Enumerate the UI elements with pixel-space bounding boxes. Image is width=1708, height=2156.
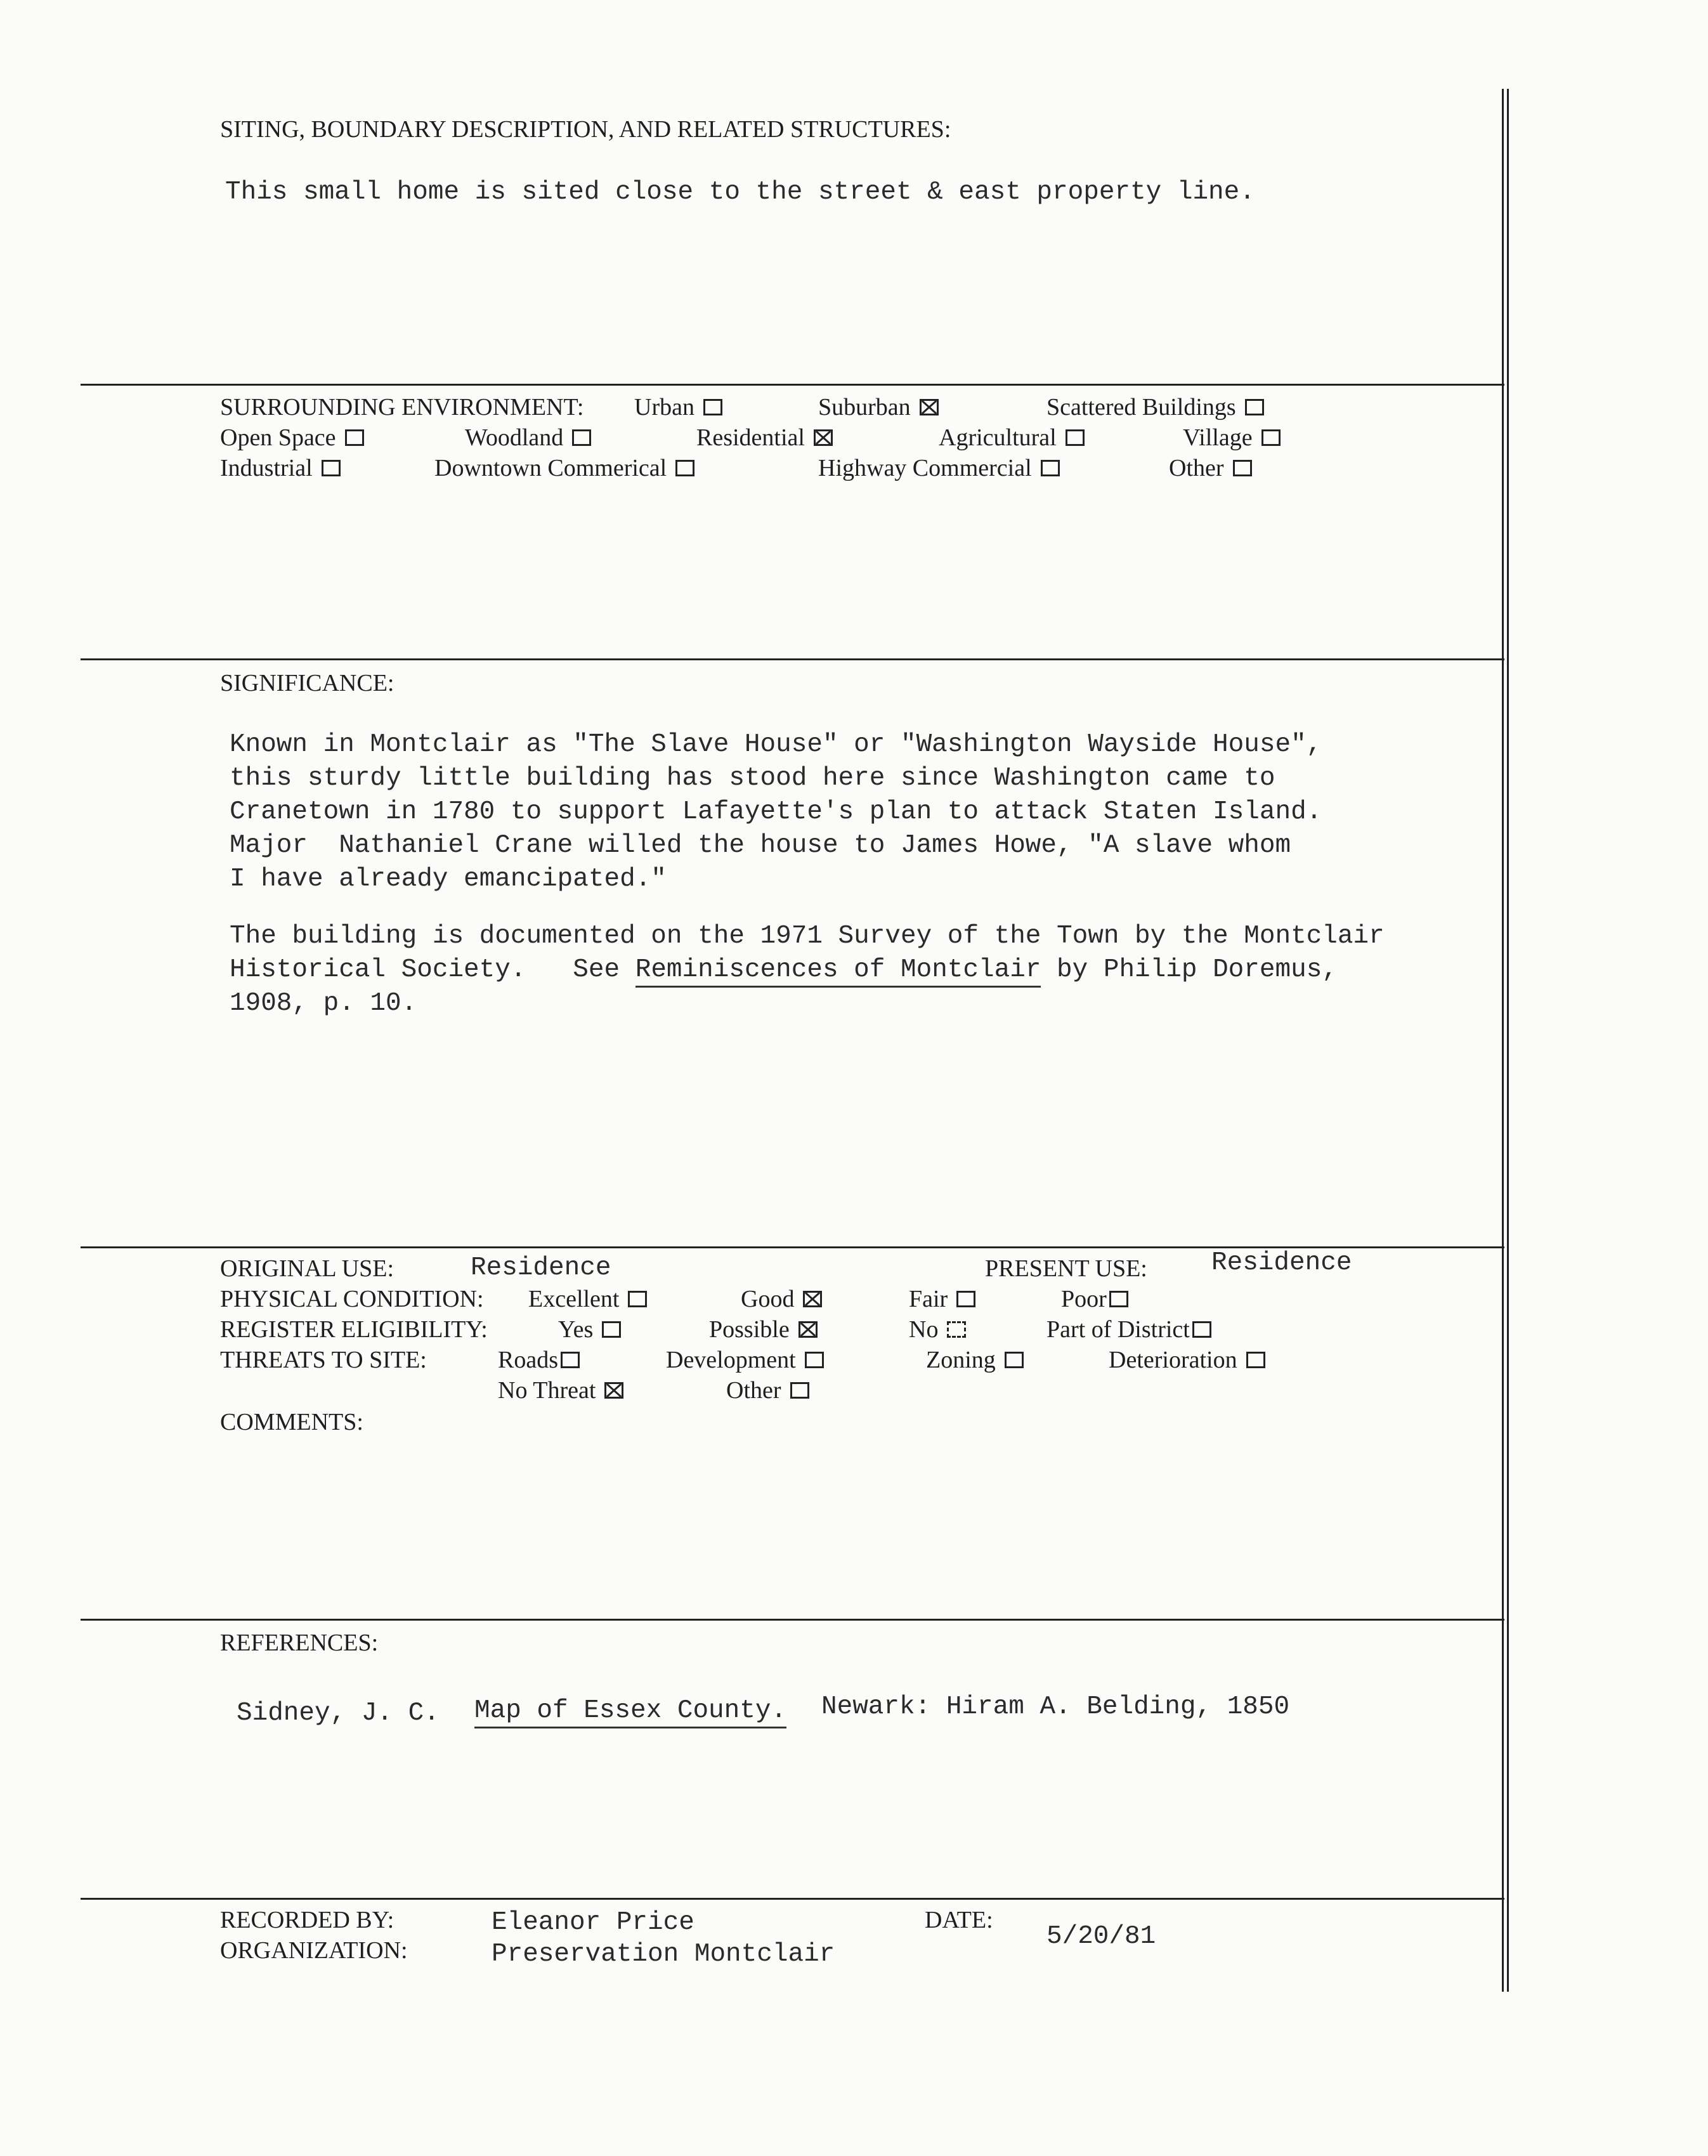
threat-option-other[interactable]: Other bbox=[726, 1376, 809, 1404]
threats-label: THREATS TO SITE: bbox=[220, 1347, 427, 1373]
checkbox-development[interactable] bbox=[805, 1352, 824, 1368]
significance-paragraph-1: Known in Montclair as "The Slave House" or "Washington Wayside House", this sturdy little building has stood here since Washington came to Cranetown in 1780 to support Lafayette's plan to attack Staten Island. Major Nathaniel Crane willed the house to James Howe, "A slave whom I have already emancipated." bbox=[230, 730, 1322, 894]
threat-option-no-threat[interactable]: No Threat bbox=[498, 1376, 623, 1404]
right-border-line-2 bbox=[1507, 89, 1509, 1992]
threat-option-roads[interactable]: Roads bbox=[498, 1346, 580, 1374]
eligibility-option-possible[interactable]: Possible bbox=[709, 1316, 818, 1343]
env-option-scattered-buildings[interactable]: Scattered Buildings bbox=[1046, 393, 1264, 421]
checkbox-poor[interactable] bbox=[1109, 1291, 1128, 1307]
env-option-other[interactable]: Other bbox=[1169, 454, 1252, 482]
recorded-by-value: Eleanor Price bbox=[492, 1908, 694, 1937]
significance-paragraph-2-line-2: Historical Society. See Reminiscences of Montclair by Philip Doremus, bbox=[230, 953, 1338, 987]
env-option-village[interactable]: Village bbox=[1183, 424, 1281, 452]
env-option-urban[interactable]: Urban bbox=[634, 393, 722, 421]
environment-heading: SURROUNDING ENVIRONMENT: bbox=[220, 394, 584, 421]
threat-option-zoning[interactable]: Zoning bbox=[926, 1346, 1024, 1374]
original-use-label: ORIGINAL USE: bbox=[220, 1255, 394, 1282]
checkbox-downtown-commerical[interactable] bbox=[675, 460, 694, 476]
checkbox-fair[interactable] bbox=[956, 1291, 975, 1307]
checkbox-agricultural[interactable] bbox=[1066, 429, 1085, 446]
env-option-downtown-commerical[interactable]: Downtown Commerical bbox=[434, 454, 694, 482]
env-option-residential[interactable]: Residential bbox=[696, 424, 833, 452]
eligibility-option-part-of-district[interactable]: Part of District bbox=[1046, 1316, 1211, 1343]
present-use-label: PRESENT USE: bbox=[985, 1255, 1147, 1282]
checkbox-village[interactable] bbox=[1261, 429, 1281, 446]
checkbox-part-of-district[interactable] bbox=[1192, 1321, 1211, 1338]
checkbox-urban[interactable] bbox=[703, 399, 722, 415]
reference-author: Sidney, J. C. bbox=[237, 1699, 440, 1728]
recorded-by-label: RECORDED BY: bbox=[220, 1907, 394, 1933]
register-eligibility-label: REGISTER ELIGIBILITY: bbox=[220, 1316, 488, 1343]
comments-label: COMMENTS: bbox=[220, 1409, 363, 1435]
siting-text: This small home is sited close to the street & east property line. bbox=[225, 178, 1255, 207]
book-title-reminiscences: Reminiscences of Montclair bbox=[636, 955, 1041, 988]
threat-option-deterioration[interactable]: Deterioration bbox=[1109, 1346, 1265, 1374]
checkbox-excellent[interactable] bbox=[628, 1291, 647, 1307]
env-option-industrial[interactable]: Industrial bbox=[220, 454, 341, 482]
reference-publisher: Newark: Hiram A. Belding, 1850 bbox=[821, 1692, 1290, 1722]
checkbox-woodland[interactable] bbox=[572, 429, 591, 446]
checkbox-threat-other[interactable] bbox=[790, 1382, 809, 1399]
checkbox-suburban[interactable] bbox=[920, 399, 939, 415]
section-divider bbox=[81, 384, 1504, 386]
env-option-suburban[interactable]: Suburban bbox=[818, 393, 939, 421]
date-label: DATE: bbox=[925, 1907, 993, 1933]
env-option-open-space[interactable]: Open Space bbox=[220, 424, 364, 452]
right-border-line bbox=[1502, 89, 1504, 1992]
env-option-woodland[interactable]: Woodland bbox=[465, 424, 591, 452]
condition-option-fair[interactable]: Fair bbox=[909, 1285, 975, 1313]
references-heading: REFERENCES: bbox=[220, 1630, 379, 1656]
present-use-value: Residence bbox=[1211, 1248, 1352, 1277]
condition-option-poor[interactable]: Poor bbox=[1061, 1285, 1128, 1313]
section-divider bbox=[81, 658, 1504, 660]
checkbox-highway-commercial[interactable] bbox=[1041, 460, 1060, 476]
significance-heading: SIGNIFICANCE: bbox=[220, 670, 394, 696]
section-divider bbox=[81, 1898, 1504, 1900]
significance-paragraph-2-line-1: The building is documented on the 1971 Survey of the Town by the Montclair bbox=[230, 922, 1385, 951]
eligibility-option-no[interactable]: No bbox=[909, 1316, 966, 1343]
checkbox-no[interactable] bbox=[947, 1321, 966, 1338]
env-option-agricultural[interactable]: Agricultural bbox=[939, 424, 1085, 452]
checkbox-roads[interactable] bbox=[561, 1352, 580, 1368]
checkbox-deterioration[interactable] bbox=[1246, 1352, 1265, 1368]
checkbox-yes[interactable] bbox=[602, 1321, 621, 1338]
checkbox-possible[interactable] bbox=[799, 1321, 818, 1338]
checkbox-env-other[interactable] bbox=[1233, 460, 1252, 476]
significance-paragraph-2-line-3: 1908, p. 10. bbox=[230, 989, 417, 1018]
date-value: 5/20/81 bbox=[1046, 1922, 1156, 1951]
checkbox-residential[interactable] bbox=[814, 429, 833, 446]
section-divider bbox=[81, 1619, 1504, 1621]
physical-condition-label: PHYSICAL CONDITION: bbox=[220, 1286, 484, 1312]
env-option-highway-commercial[interactable]: Highway Commercial bbox=[818, 454, 1060, 482]
siting-heading: SITING, BOUNDARY DESCRIPTION, AND RELATED STRUCTURES: bbox=[220, 116, 951, 143]
checkbox-good[interactable] bbox=[803, 1291, 822, 1307]
checkbox-open-space[interactable] bbox=[345, 429, 364, 446]
checkbox-zoning[interactable] bbox=[1005, 1352, 1024, 1368]
checkbox-industrial[interactable] bbox=[322, 460, 341, 476]
checkbox-scattered-buildings[interactable] bbox=[1245, 399, 1264, 415]
original-use-value: Residence bbox=[471, 1253, 611, 1283]
reference-title: Map of Essex County. bbox=[474, 1696, 786, 1728]
condition-option-good[interactable]: Good bbox=[741, 1285, 822, 1313]
eligibility-option-yes[interactable]: Yes bbox=[558, 1316, 621, 1343]
threat-option-development[interactable]: Development bbox=[666, 1346, 824, 1374]
organization-label: ORGANIZATION: bbox=[220, 1937, 408, 1964]
checkbox-no-threat[interactable] bbox=[604, 1382, 623, 1399]
condition-option-excellent[interactable]: Excellent bbox=[528, 1285, 647, 1313]
organization-value: Preservation Montclair bbox=[492, 1940, 835, 1969]
